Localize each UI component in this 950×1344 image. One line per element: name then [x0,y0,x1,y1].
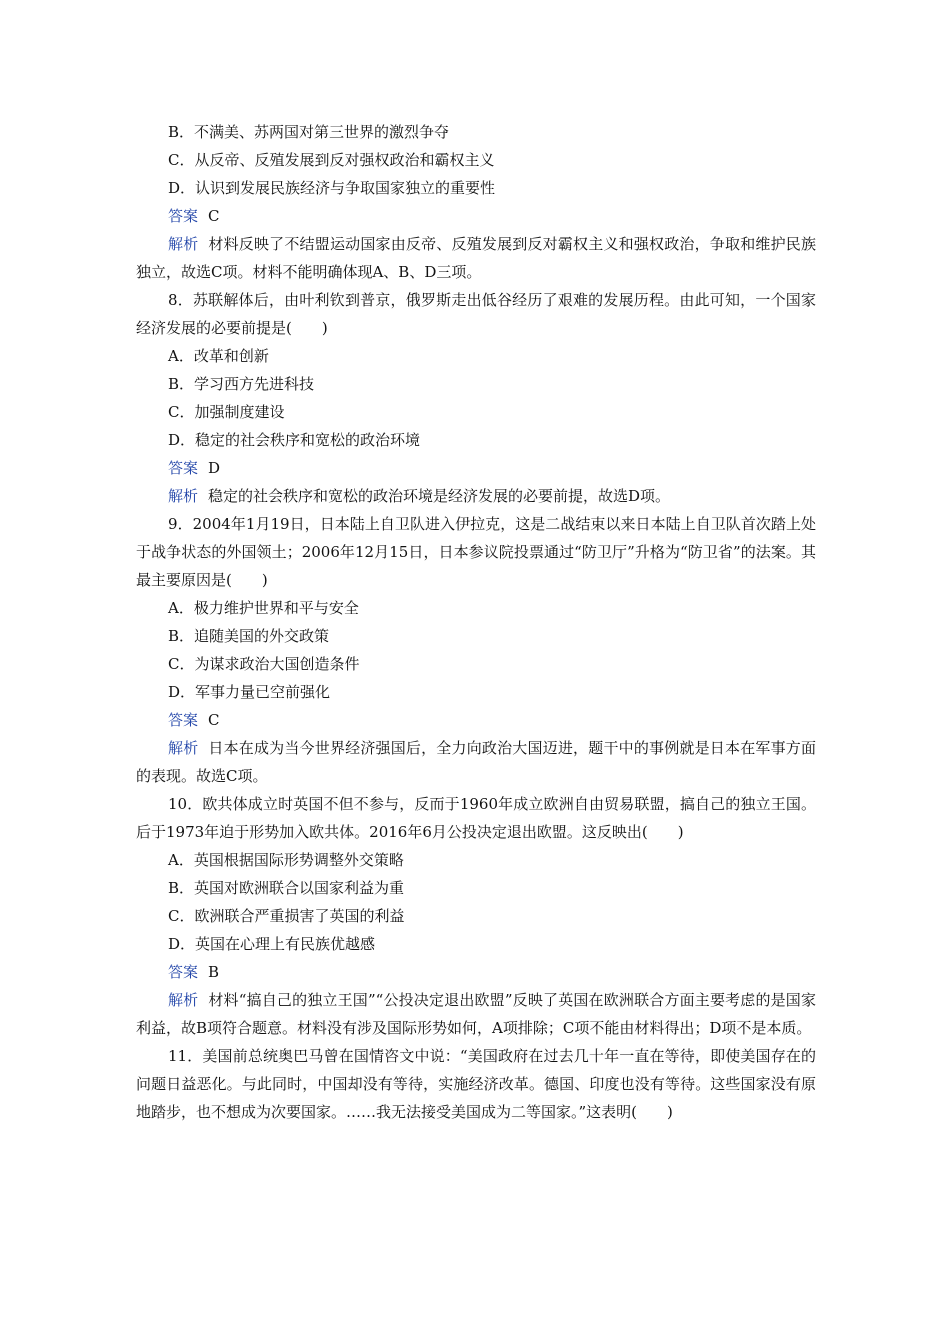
analysis-text: 稳定的社会秩序和宽松的政治环境是经济发展的必要前提，故选D项。 [208,487,671,505]
option-a: A．改革和创新 [168,347,269,365]
option-c: C．为谋求政治大国创造条件 [168,655,360,673]
analysis-label: 解析 [168,487,199,505]
option-b: B．英国对欧洲联合以国家利益为重 [168,879,405,897]
analysis-label: 解析 [168,739,199,757]
option-d: D．认识到发展民族经济与争取国家独立的重要性 [168,179,496,197]
answer-label: 答案 [168,459,199,477]
option-d: D．稳定的社会秩序和宽松的政治环境 [168,431,421,449]
option-a: A．极力维护世界和平与安全 [168,599,359,617]
question-stem: 10．欧共体成立时英国不但不参与，反而于1960年成立欧洲自由贸易联盟，搞自己的独立王国。后于1973年迫于形势加入欧共体。2016年6月公投决定退出欧盟。这反映出( ) [136,795,816,841]
option-b: B．追随美国的外交政策 [168,627,330,645]
analysis-line [136,482,816,510]
option-b: B．学习西方先进科技 [168,375,315,393]
analysis-text: 材料反映了不结盟运动国家由反帝、反殖发展到反对霸权主义和强权政治，争取和维护民族独立，故选C项。材料不能明确体现A、B、D三项。 [136,235,816,281]
question-7 [136,118,816,286]
answer-label: 答案 [168,963,199,981]
question-stem: 8．苏联解体后，由叶利钦到普京，俄罗斯走出低谷经历了艰难的发展历程。由此可知，一个国家经济发展的必要前提是( ) [136,291,816,337]
question-11 [136,1042,816,1126]
question-10 [136,790,816,1042]
question-stem: 9．2004年1月19日，日本陆上自卫队进入伊拉克，这是二战结束以来日本陆上自卫队首次踏上处于战争状态的外国领土；2006年12月15日，日本参议院投票通过“防卫厅”升格为“防卫省”的法案。其最主要原因是( ) [136,515,816,589]
analysis-line [136,734,816,790]
analysis-label: 解析 [168,991,199,1009]
answer-value: C [208,711,220,729]
option-c: C．加强制度建设 [168,403,285,421]
answer-line [136,202,816,230]
answer-line [136,706,816,734]
answer-value: B [208,963,220,981]
option-c: C．从反帝、反殖发展到反对强权政治和霸权主义 [168,151,495,169]
document-page [136,118,816,1126]
question-8 [136,286,816,510]
question-stem: 11．美国前总统奥巴马曾在国情咨文中说：“美国政府在过去几十年一直在等待，即使美国存在的问题日益恶化。与此同时，中国却没有等待，实施经济改革。德国、印度也没有等待。这些国家没有原地踏步，也不想成为次要国家。……我无法接受美国成为二等国家。”这表明( ) [136,1047,816,1121]
analysis-label: 解析 [168,235,199,253]
option-a: A．英国根据国际形势调整外交策略 [168,851,404,869]
option-b: B．不满美、苏两国对第三世界的激烈争夺 [168,123,450,141]
answer-label: 答案 [168,711,199,729]
answer-value: C [208,207,220,225]
option-d: D．军事力量已空前强化 [168,683,331,701]
analysis-text: 日本在成为当今世界经济强国后，全力向政治大国迈进，题干中的事例就是日本在军事方面的表现。故选C项。 [136,739,816,785]
answer-label: 答案 [168,207,199,225]
analysis-line [136,230,816,286]
answer-value: D [208,459,221,477]
option-d: D．英国在心理上有民族优越感 [168,935,376,953]
analysis-text: 材料“搞自己的独立王国”“公投决定退出欧盟”反映了英国在欧洲联合方面主要考虑的是国家利益，故B项符合题意。材料没有涉及国际形势如何，A项排除；C项不能由材料得出；D项不是本质。 [136,991,816,1037]
answer-line [136,958,816,986]
answer-line [136,454,816,482]
question-9 [136,510,816,790]
option-c: C．欧洲联合严重损害了英国的利益 [168,907,405,925]
analysis-line [136,986,816,1042]
